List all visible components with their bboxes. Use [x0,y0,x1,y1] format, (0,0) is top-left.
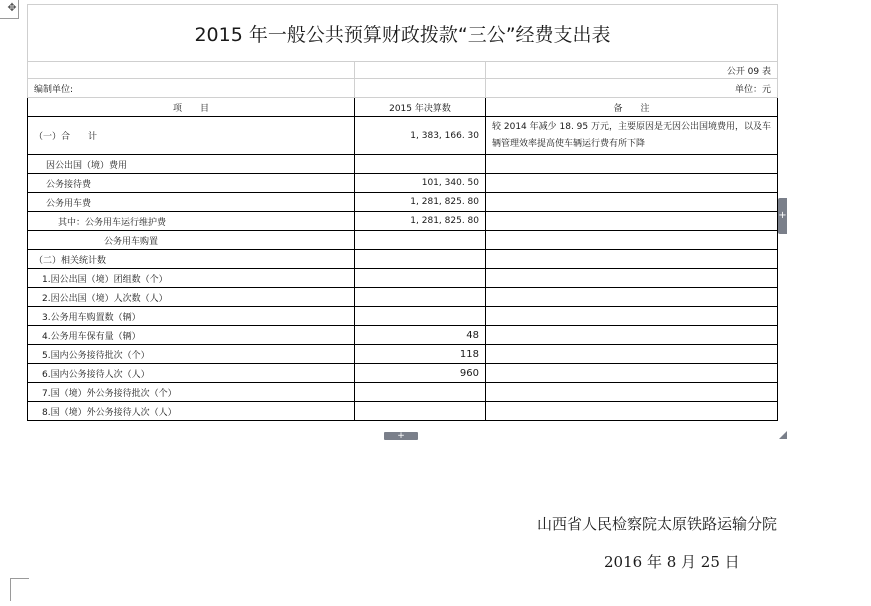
row-note [486,269,778,288]
budget-table [27,4,778,421]
table-row [28,345,778,364]
row-item-label: 因公出国（境）费用 [28,155,355,174]
row-item-label: 其中：公务用车运行维护费 [28,212,355,231]
blank-cell [28,62,355,79]
row-amount [355,269,486,288]
row-note [486,155,778,174]
row-item-label: 8.国（境）外公务接待人次（人） [28,402,355,421]
blank-cell [355,79,486,98]
row-note [486,402,778,421]
row-item-label: 6.国内公务接待人次（人） [28,364,355,383]
add-row-plus-icon[interactable]: + [384,432,418,440]
row-item-label: （一）合 计 [28,117,355,155]
table-row [28,117,778,155]
row-item-label: 7.国（境）外公务接待批次（个） [28,383,355,402]
row-amount: 960 [355,364,486,383]
footer-date: 2016 年 8 月 25 日 [604,553,740,571]
row-amount: 118 [355,345,486,364]
row-amount: 48 [355,326,486,345]
row-amount: 1, 281, 825. 80 [355,193,486,212]
row-item-label: 4.公务用车保有量（辆） [28,326,355,345]
row-amount [355,307,486,326]
row-note [486,174,778,193]
row-note [486,326,778,345]
blank-cell [355,62,486,79]
row-item-label: 公务接待费 [28,174,355,193]
table-row [28,269,778,288]
row-note [486,307,778,326]
row-note [486,231,778,250]
row-note [486,345,778,364]
table-resize-icon[interactable] [779,431,787,439]
row-note [486,288,778,307]
table-row [28,326,778,345]
unit-label: 单位：元 [486,79,778,98]
row-amount [355,402,486,421]
table-row [28,155,778,174]
form-code: 公开 09 表 [486,62,778,79]
table-title: 2015 年一般公共预算财政拨款“三公”经费支出表 [28,5,778,62]
table-row [28,250,778,269]
table-row [28,193,778,212]
row-amount: 1, 383, 166. 30 [355,117,486,155]
row-item-label: 2.因公出国（境）人次数（人） [28,288,355,307]
header-item: 项 目 [28,98,355,117]
row-note [486,193,778,212]
header-note: 备 注 [486,98,778,117]
row-note [486,383,778,402]
row-amount: 101, 340. 50 [355,174,486,193]
table-move-handle-icon[interactable]: ✥ [7,1,17,14]
footer-organization: 山西省人民检察院太原铁路运输分院 [537,515,778,533]
row-item-label: （二）相关统计数 [28,250,355,269]
row-amount [355,288,486,307]
table-row [28,288,778,307]
row-item-label: 公务用车费 [28,193,355,212]
row-amount [355,250,486,269]
row-amount [355,231,486,250]
header-amount: 2015 年决算数 [355,98,486,117]
table-row [28,212,778,231]
compiling-unit-label: 编制单位: [28,79,355,98]
row-note [486,250,778,269]
add-column-plus-icon[interactable]: + [778,198,787,234]
table-row [28,383,778,402]
table-row [28,402,778,421]
row-item-label: 1.因公出国（境）团组数（个） [28,269,355,288]
row-item-label: 公务用车购置 [28,231,355,250]
crop-mark-bottom-left [10,578,29,601]
row-item-label: 3.公务用车购置数（辆） [28,307,355,326]
row-note [486,364,778,383]
row-item-label: 5.国内公务接待批次（个） [28,345,355,364]
row-amount [355,383,486,402]
table-row [28,231,778,250]
row-note [486,212,778,231]
table-row [28,174,778,193]
row-note: 较 2014 年减少 18. 95 万元，主要原因是无因公出国境费用，以及车辆管理效率提高使车辆运行费有所下降 [486,117,778,155]
table-row [28,364,778,383]
table-row [28,307,778,326]
row-amount: 1, 281, 825. 80 [355,212,486,231]
row-amount [355,155,486,174]
